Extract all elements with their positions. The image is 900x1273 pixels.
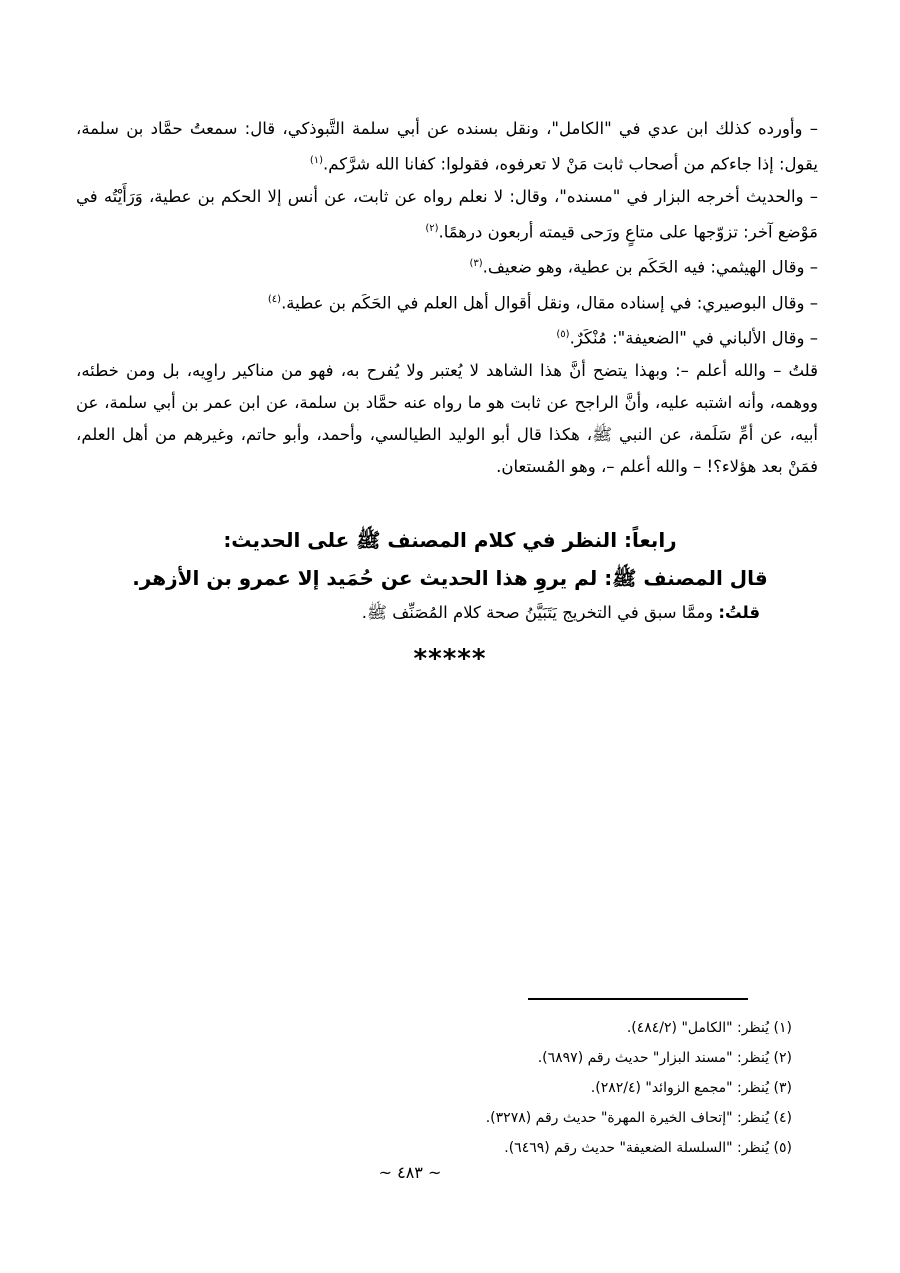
paragraph-busiri: – وقال البوصيري: في إسناده مقال، ونقل أقوال أهل العلم في الحَكَم بن عطية.$^{(٤)}$: [267, 293, 818, 312]
footnote-separator: [528, 998, 748, 1000]
footnote-ref[interactable]: (٣): [469, 258, 483, 269]
qult-text: وممَّا سبق في التخريج يَتَبَيَّنُ صحة كلام المُصَنِّف ﷺ.: [361, 603, 719, 622]
main-text: [76, 113, 818, 483]
footnote-ref[interactable]: (٢): [425, 222, 439, 234]
paragraph-conclusion: قلتُ – والله أعلم –: وبهذا يتضح أنَّ هذا الشاهد لا يُعتبر ولا يُفرح به، فهو من مناكير راوِيه، بل ومن خطئه، ووهمه، وأنه اشتبه عليه، وأنَّ الراجح عن ثابت هو ما رواه عنه حمَّاد بن سلمة، عن ابن عمر بن أبي سلمة، عن أبيه، عن أمِّ سَلَمة، عن النبي ﷺ، هكذا قال أبو الوليد الطيالسي، وأحمد، وأبو حاتم، وغيرهم من أهل العلم، فمَنْ بعد هؤلاء؟! – والله أعلم –، وهو المُستعان.: [76, 360, 818, 476]
author-statement: قال المصنف ﷺ: لم يروِ هذا الحديث عن حُمَيد إلا عمرو بن الأزهر.: [132, 566, 768, 590]
section-heading: رابعاً: النظر في كلام المصنف ﷺ على الحديث:: [223, 528, 677, 552]
footnote-4: (٤) يُنظر: "إتحاف الخيرة المهرة" حديث رقم (٣٢٧٨).: [485, 1110, 792, 1126]
paragraph-haythami: – وقال الهيثمي: فيه الحَكَم بن عطية، وهو ضعيف.$^{(٣)}$: [469, 257, 818, 277]
page-number: ~ ٤٨٣ ~: [378, 1163, 442, 1182]
conclusion-line: [362, 603, 760, 627]
footnote-2: (٢) يُنظر: "مسند البزار" حديث رقم (٦٨٩٧).: [537, 1050, 792, 1066]
paragraph-bazzar: – والحديث أخرجه البزار في "مسنده"، وقال: لا نعلم رواه عن ثابت، عن أنس إلا الحكم بن عطية، وَرَأَيْتُه في مَوْضع آخر: تزوّجها على متاعٍ ورَحى قيمته أربعون درهمًا.$^{(٢)}$: [76, 186, 818, 241]
footnote-1: (١) يُنظر: "الكامل" (٤٨٤/٢).: [626, 1020, 792, 1036]
paragraph-kamil: – وأورده كذلك ابن عدي في "الكامل"، ونقل بسنده عن أبي سلمة التَّبوذكي، قال: سمعتُ حمَّاد بن سلمة، يقول: إذا جاءكم من أصحاب ثابت مَنْ لا تعرفوه، فقولوا: كفانا الله شرَّكم.$^{(١)}$: [76, 119, 818, 174]
section-separator: *****: [413, 644, 487, 674]
qult-label: قلتُ:: [718, 603, 760, 622]
paragraph-albani: – وقال الألباني في "الضعيفة": مُنْكَرٌ.$^{(٥)}$: [556, 328, 818, 348]
footnote-5: (٥) يُنظر: "السلسلة الضعيفة" حديث رقم (٦٤٦٩).: [504, 1140, 792, 1156]
footnote-ref[interactable]: (٥): [556, 329, 570, 340]
footnote-ref[interactable]: (١): [309, 155, 324, 166]
footnotes: [192, 1013, 792, 1163]
footnote-3: (٣) يُنظر: "مجمع الزوائد" (٢٨٢/٤).: [590, 1080, 792, 1096]
footnote-ref[interactable]: (٤): [267, 293, 282, 305]
